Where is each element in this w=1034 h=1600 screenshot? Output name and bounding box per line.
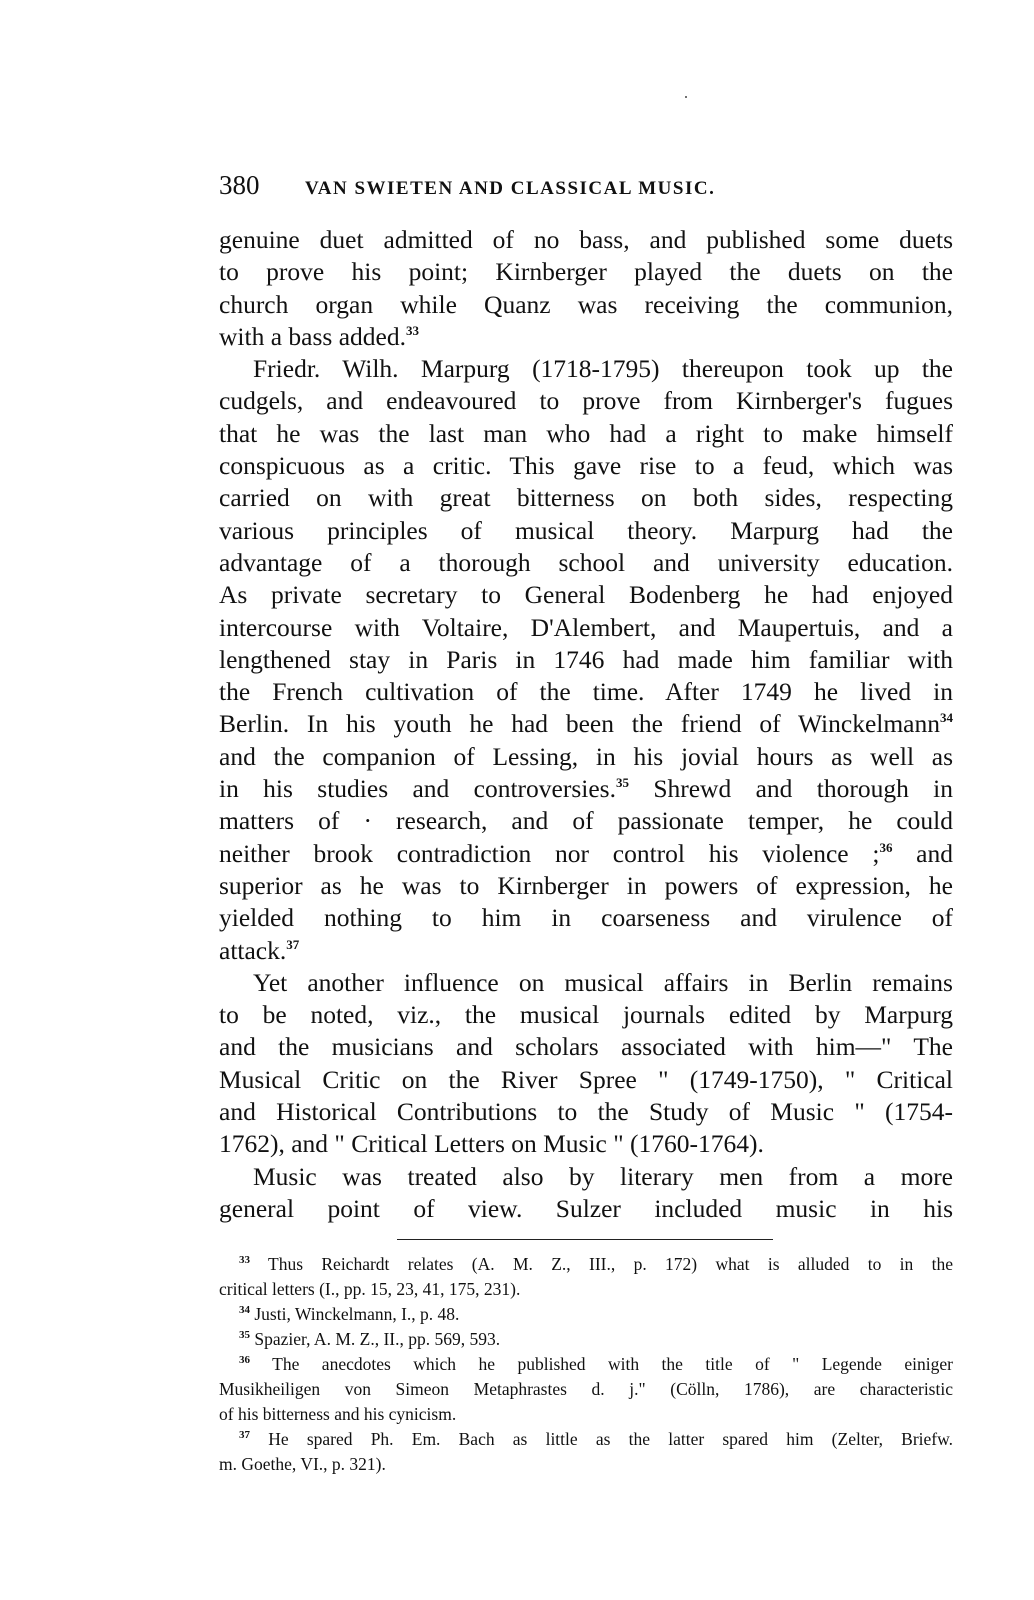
text-span: Thus Reichardt relates (A. M. Z., III., p. 172) what is alluded to in the [250,1254,953,1275]
footnote-line: Musikheiligen von Simeon Metaphrastes d. j." (Cölln, 1786), are characteristic [219,1379,953,1400]
text-line: Musical Critic on the River Spree " (1749-1750), " Critical [219,1064,953,1094]
paragraph-4 [219,1161,953,1226]
footnotes [219,1252,953,1477]
text-span: He spared Ph. Em. Bach as little as the latter spared him (Zelter, Briefw. [250,1429,953,1450]
page-number: 380 [219,170,260,200]
text-line: Music was treated also by literary men from a more [253,1161,953,1191]
text-line: to prove his point; Kirnberger played the duets on the [219,257,953,287]
text-line [219,838,953,870]
text-line: Yet another influence on musical affairs in Berlin remains [253,967,953,997]
footnote-mark: 37 [239,1429,250,1442]
footnote-mark: 35 [239,1329,250,1342]
footnote-34 [219,1302,953,1327]
text-span: and [892,838,953,868]
text-span: The anecdotes which he published with the title of " Legende einiger [250,1354,953,1375]
running-title: VAN SWIETEN AND CLASSICAL MUSIC. [305,178,716,199]
text-line: As private secretary to General Bodenberg he had enjoyed [219,580,953,610]
text-line [219,321,953,353]
text-line: yielded nothing to him in coarseness and virulence of [219,903,953,933]
paragraph-1 [219,224,953,353]
footnote-line: of his bitterness and his cynicism. [219,1404,457,1425]
text-span: neither brook contradiction nor control his violence ; [219,838,880,868]
footnote-36 [219,1352,953,1377]
text-span: with a bass added. [219,321,406,351]
text-line: matters of · research, and of passionate temper, he could [219,806,953,836]
text-line: and Historical Contributions to the Study of Music " (1754- [219,1097,953,1127]
paragraph-3 [219,967,953,1161]
note-ref-34: 34 [940,710,953,726]
text-line: cudgels, and endeavoured to prove from Kirnberger's fugues [219,386,953,416]
text-span: in his studies and controversies. [219,774,616,804]
text-line: various principles of musical theory. Marpurg had the [219,515,953,545]
book-page [219,170,953,1477]
text-span: Shrewd and thorough in [628,774,953,804]
text-span: Berlin. In his youth he had been the friend of Winckelmann [219,709,940,739]
text-span: Spazier, A. M. Z., II., pp. 569, 593. [250,1329,501,1350]
text-span: attack. [219,935,287,965]
text-line: and the companion of Lessing, in his jovial hours as well as [219,741,953,771]
note-ref-36: 36 [879,839,893,855]
text-line [219,773,953,805]
footnote-35 [219,1327,953,1352]
main-text [219,224,953,1225]
page-header [219,170,953,210]
text-line: Friedr. Wilh. Marpurg (1718-1795) thereupon took up the [253,354,953,384]
text-line: carried on with great bitterness on both sides, respecting [219,483,953,513]
text-line: conspicuous as a critic. This gave rise to a feud, which was [219,451,953,481]
text-line: intercourse with Voltaire, D'Alembert, and Maupertuis, and a [219,612,953,642]
text-line: lengthened stay in Paris in 1746 had made him familiar with [219,644,953,674]
footnote-mark: 34 [239,1304,250,1317]
text-line: that he was the last man who had a right to make himself [219,418,953,448]
footnote-line: critical letters (I., pp. 15, 23, 41, 175, 231). [219,1279,521,1300]
footnote-rule [397,1239,773,1240]
paragraph-2 [219,353,953,967]
text-line [219,708,953,740]
text-line: superior as he was to Kirnberger in powers of expression, he [219,870,953,900]
text-line: church organ while Quanz was receiving the communion, [219,289,953,319]
note-ref-37: 37 [286,936,300,952]
note-ref-35: 35 [615,775,629,791]
footnote-line: m. Goethe, VI., p. 321). [219,1454,386,1475]
footnote-37 [219,1427,953,1452]
text-line [219,935,953,967]
text-line: general point of view. Sulzer included music in his [219,1193,953,1223]
footnote-33 [219,1252,953,1277]
footnote-mark: 33 [239,1254,250,1267]
text-line: 1762), and " Critical Letters on Music " (1760-1764). [219,1129,764,1159]
text-line: and the musicians and scholars associated with him—" The [219,1032,953,1062]
footnote-mark: 36 [239,1354,250,1367]
text-span: Justi, Winckelmann, I., p. 48. [250,1304,460,1325]
text-line: genuine duet admitted of no bass, and published some duets [219,225,953,254]
speck-mark [685,96,687,98]
text-line: the French cultivation of the time. After 1749 he lived in [219,677,953,707]
note-ref-33: 33 [405,322,419,338]
text-line: advantage of a thorough school and university education. [219,547,953,577]
text-line: to be noted, viz., the musical journals edited by Marpurg [219,1000,953,1030]
